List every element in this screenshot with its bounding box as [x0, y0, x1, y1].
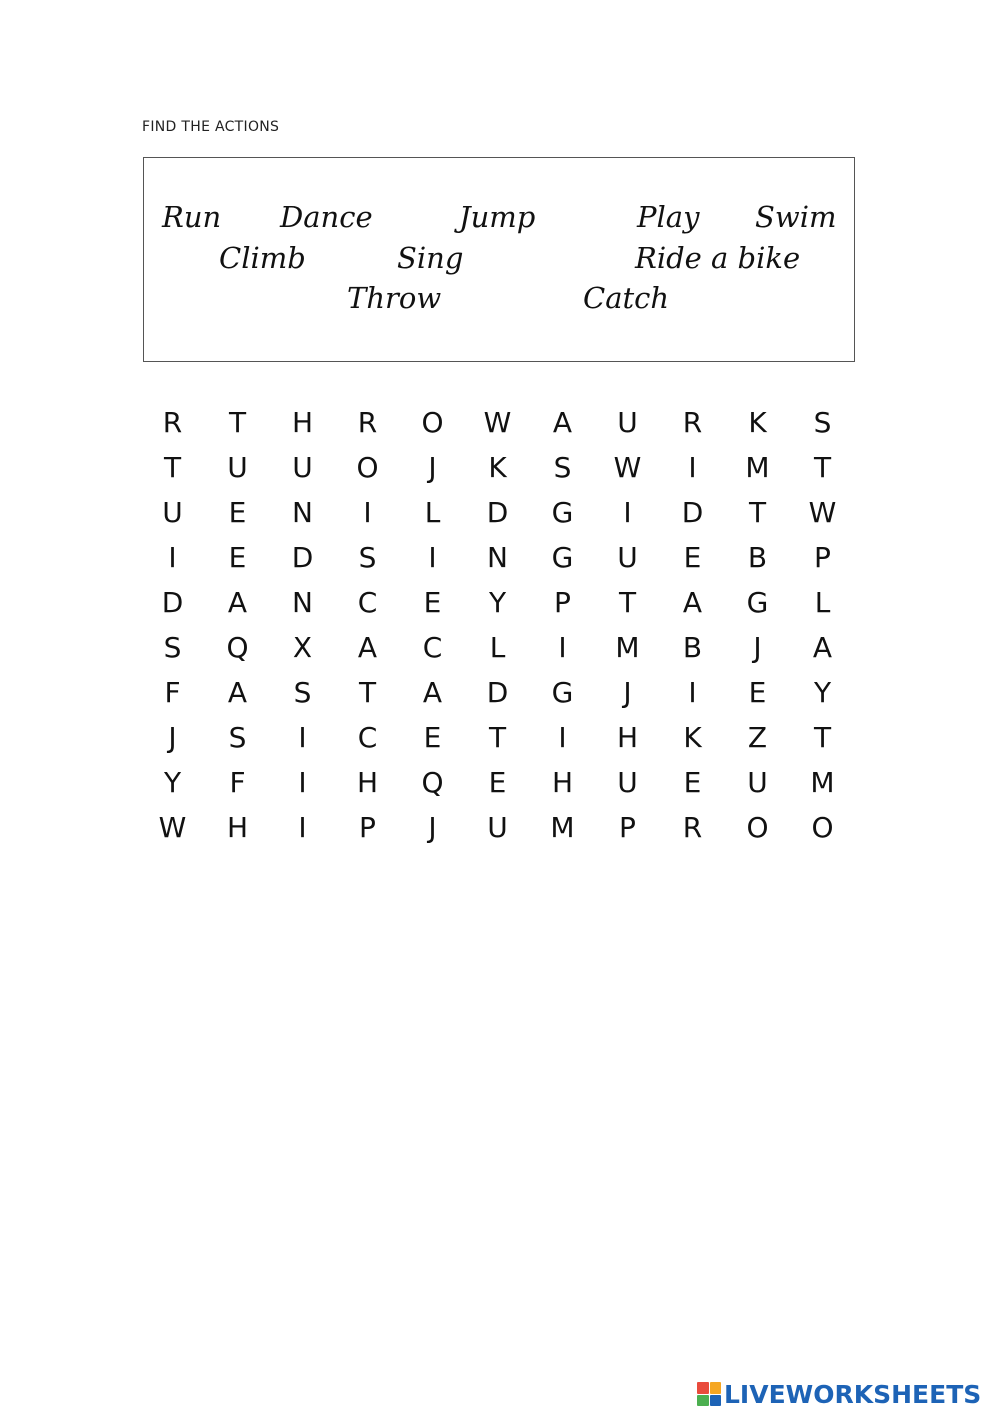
grid-letter[interactable]: B	[747, 541, 768, 574]
grid-letter[interactable]: P	[619, 811, 636, 844]
grid-letter[interactable]: L	[489, 631, 506, 664]
grid-letter[interactable]: I	[688, 676, 697, 709]
grid-row	[140, 445, 856, 490]
liveworksheets-logo-icon	[697, 1382, 721, 1406]
grid-letter[interactable]: B	[682, 631, 703, 664]
grid-letter[interactable]: L	[424, 496, 441, 529]
word-item: Climb	[219, 241, 306, 275]
grid-letter[interactable]: F	[164, 676, 181, 709]
grid-letter[interactable]: M	[615, 631, 640, 664]
brand-name: LIVEWORKSHEETS	[724, 1379, 982, 1409]
grid-letter[interactable]: L	[814, 586, 831, 619]
grid-letter[interactable]: H	[551, 766, 574, 799]
grid-letter[interactable]: S	[163, 631, 182, 664]
grid-letter[interactable]: M	[810, 766, 835, 799]
grid-letter[interactable]: U	[162, 496, 183, 529]
grid-letter[interactable]: E	[683, 766, 702, 799]
grid-letter[interactable]: I	[558, 721, 567, 754]
grid-letter[interactable]: C	[357, 586, 378, 619]
grid-letter[interactable]: R	[682, 406, 703, 439]
grid-letter[interactable]: F	[229, 766, 246, 799]
grid-letter[interactable]: G	[746, 586, 769, 619]
grid-letter[interactable]: S	[293, 676, 312, 709]
grid-letter[interactable]: W	[158, 811, 187, 844]
grid-letter[interactable]: J	[168, 721, 177, 754]
grid-letter[interactable]: U	[227, 451, 248, 484]
grid-letter[interactable]: D	[486, 676, 509, 709]
word-search-grid	[140, 400, 856, 850]
grid-letter[interactable]: Q	[226, 631, 249, 664]
grid-letter[interactable]: P	[554, 586, 571, 619]
grid-letter[interactable]: C	[422, 631, 443, 664]
grid-letter[interactable]: C	[357, 721, 378, 754]
grid-letter[interactable]: A	[682, 586, 703, 619]
logo-square	[710, 1395, 722, 1407]
grid-letter[interactable]: A	[552, 406, 573, 439]
grid-letter[interactable]: I	[298, 721, 307, 754]
grid-letter[interactable]: U	[487, 811, 508, 844]
grid-letter[interactable]: A	[357, 631, 378, 664]
grid-letter[interactable]: H	[226, 811, 249, 844]
grid-letter[interactable]: Q	[421, 766, 444, 799]
grid-letter[interactable]: G	[551, 676, 574, 709]
grid-row	[140, 760, 856, 805]
grid-letter[interactable]: I	[558, 631, 567, 664]
grid-letter[interactable]: D	[486, 496, 509, 529]
grid-letter[interactable]: A	[812, 631, 833, 664]
grid-letter[interactable]: I	[298, 766, 307, 799]
grid-letter[interactable]: E	[228, 496, 247, 529]
grid-row	[140, 490, 856, 535]
grid-letter[interactable]: H	[291, 406, 314, 439]
word-item: Run	[162, 200, 222, 234]
grid-letter[interactable]: D	[681, 496, 704, 529]
grid-letter[interactable]: W	[483, 406, 512, 439]
grid-letter[interactable]: J	[428, 811, 437, 844]
brand-footer	[697, 1380, 981, 1408]
grid-letter[interactable]: E	[423, 721, 442, 754]
grid-letter[interactable]: T	[813, 721, 832, 754]
grid-letter[interactable]: T	[618, 586, 637, 619]
grid-letter[interactable]: E	[683, 541, 702, 574]
grid-letter[interactable]: G	[551, 496, 574, 529]
grid-letter[interactable]: S	[228, 721, 247, 754]
grid-letter[interactable]: U	[617, 541, 638, 574]
grid-letter[interactable]: I	[168, 541, 177, 574]
grid-letter[interactable]: I	[298, 811, 307, 844]
logo-square	[697, 1382, 709, 1394]
grid-letter[interactable]: O	[746, 811, 769, 844]
grid-letter[interactable]: A	[227, 676, 248, 709]
grid-letter[interactable]: E	[228, 541, 247, 574]
grid-letter[interactable]: U	[747, 766, 768, 799]
word-item: Ride a bike	[635, 241, 801, 275]
grid-letter[interactable]: N	[292, 586, 313, 619]
grid-letter[interactable]: E	[748, 676, 767, 709]
grid-letter[interactable]: O	[811, 811, 834, 844]
word-item: Play	[637, 200, 700, 234]
grid-letter[interactable]: I	[428, 541, 437, 574]
word-item: Throw	[347, 281, 442, 315]
grid-letter[interactable]: R	[682, 811, 703, 844]
grid-letter[interactable]: A	[422, 676, 443, 709]
grid-letter[interactable]: Y	[488, 586, 507, 619]
grid-letter[interactable]: J	[753, 631, 762, 664]
grid-letter[interactable]: T	[163, 451, 182, 484]
grid-letter[interactable]: I	[363, 496, 372, 529]
grid-letter[interactable]: T	[748, 496, 767, 529]
grid-letter[interactable]: W	[613, 451, 642, 484]
grid-letter[interactable]: U	[292, 451, 313, 484]
grid-letter[interactable]: R	[357, 406, 378, 439]
grid-letter[interactable]: P	[359, 811, 376, 844]
grid-row	[140, 580, 856, 625]
grid-row	[140, 535, 856, 580]
word-item: Catch	[583, 281, 670, 315]
grid-letter[interactable]: K	[748, 406, 767, 439]
grid-letter[interactable]: Y	[813, 676, 832, 709]
word-item: Jump	[459, 200, 536, 234]
grid-letter[interactable]: U	[617, 766, 638, 799]
grid-letter[interactable]: H	[356, 766, 379, 799]
page-title: FIND THE ACTIONS	[142, 119, 280, 135]
grid-letter[interactable]: G	[551, 541, 574, 574]
grid-letter[interactable]: O	[421, 406, 444, 439]
grid-letter[interactable]: O	[356, 451, 379, 484]
logo-square	[697, 1395, 709, 1407]
grid-letter[interactable]: I	[623, 496, 632, 529]
word-item: Swim	[755, 200, 837, 234]
grid-letter[interactable]: I	[688, 451, 697, 484]
grid-letter[interactable]: Y	[163, 766, 182, 799]
grid-letter[interactable]: T	[488, 721, 507, 754]
word-item: Dance	[280, 200, 373, 234]
grid-letter[interactable]: Z	[747, 721, 768, 754]
grid-letter[interactable]: N	[292, 496, 313, 529]
grid-row	[140, 400, 856, 445]
grid-letter[interactable]: S	[813, 406, 832, 439]
grid-letter[interactable]: X	[292, 631, 313, 664]
grid-letter[interactable]: E	[423, 586, 442, 619]
grid-letter[interactable]: A	[227, 586, 248, 619]
logo-square	[710, 1382, 722, 1394]
grid-letter[interactable]: T	[813, 451, 832, 484]
grid-letter[interactable]: J	[623, 676, 632, 709]
grid-letter[interactable]: T	[358, 676, 377, 709]
grid-letter[interactable]: N	[487, 541, 508, 574]
grid-letter[interactable]: M	[745, 451, 770, 484]
grid-row	[140, 805, 856, 850]
grid-letter[interactable]: W	[808, 496, 837, 529]
word-item: Sing	[397, 241, 464, 275]
grid-row	[140, 715, 856, 760]
grid-letter[interactable]: D	[291, 541, 314, 574]
grid-letter[interactable]: P	[814, 541, 831, 574]
grid-letter[interactable]: J	[428, 451, 437, 484]
grid-letter[interactable]: R	[162, 406, 183, 439]
grid-letter[interactable]: S	[358, 541, 377, 574]
grid-letter[interactable]: T	[228, 406, 247, 439]
grid-letter[interactable]: E	[488, 766, 507, 799]
word-list-box	[143, 157, 855, 362]
grid-letter[interactable]: H	[616, 721, 639, 754]
grid-row	[140, 670, 856, 715]
grid-letter[interactable]: M	[550, 811, 575, 844]
grid-letter[interactable]: U	[617, 406, 638, 439]
grid-letter[interactable]: K	[488, 451, 507, 484]
grid-row	[140, 625, 856, 670]
grid-letter[interactable]: D	[161, 586, 184, 619]
grid-letter[interactable]: K	[683, 721, 702, 754]
grid-letter[interactable]: S	[553, 451, 572, 484]
